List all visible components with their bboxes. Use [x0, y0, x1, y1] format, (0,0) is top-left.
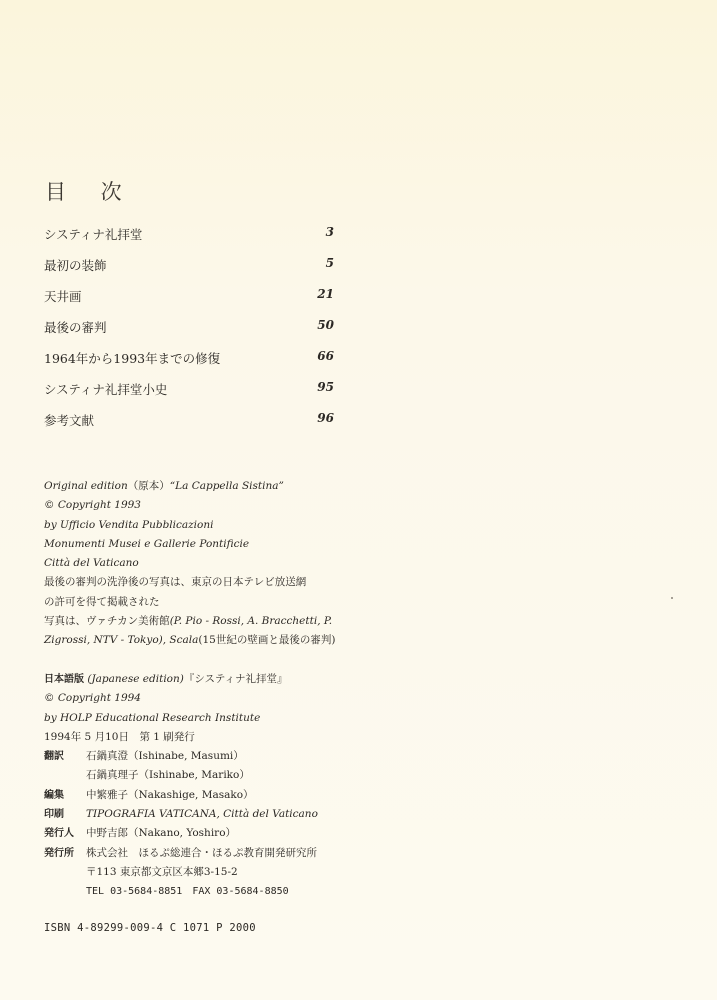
photo-note-2: の許可を得て掲載された — [44, 595, 160, 608]
toc-entry — [44, 407, 334, 438]
original-edition-line — [44, 477, 335, 496]
photo-credit-jp-2: (15世紀の壁画と最後の審判) — [198, 634, 336, 647]
original-publisher-2: Monumenti Musei e Gallerie Pontificie — [44, 537, 250, 550]
japanese-copyright: © Copyright 1994 — [44, 692, 141, 705]
toc-entry-title: システィナ礼拝堂小史 — [44, 382, 168, 397]
japanese-edition-en: (Japanese edition) — [87, 673, 184, 685]
toc-entry-title: システィナ礼拝堂 — [44, 227, 143, 242]
toc-entry-page: 96 — [317, 411, 334, 425]
toc-entry-page: 5 — [325, 256, 334, 270]
original-edition-jp-label: （原本） — [127, 480, 170, 492]
japanese-edition-label: 日本語版 — [44, 674, 84, 685]
toc-entry-page: 95 — [317, 380, 334, 394]
translator-1: 石鍋真澄（Ishinabe, Masumi） — [86, 750, 244, 763]
translation-label: 翻訳 — [44, 751, 64, 763]
toc-list — [44, 221, 334, 438]
toc-entry — [44, 283, 334, 314]
toc-entry-title: 最初の装飾 — [44, 258, 107, 273]
toc-entry-title: 最後の審判 — [44, 320, 107, 335]
company-label: 発行所 — [44, 847, 74, 859]
paper-speck — [671, 597, 673, 599]
toc-heading: 目 次 — [45, 180, 136, 204]
isbn: ISBN 4-89299-009-4 C 1071 P 2000 — [44, 922, 256, 934]
editor-row — [44, 786, 318, 805]
toc-entry-page: 21 — [317, 287, 334, 301]
toc-entry-page: 3 — [325, 225, 334, 239]
company-name: 株式会社 ほるぷ総連合・ほるぷ教育開発研究所 — [86, 846, 317, 859]
toc-entry-page: 50 — [317, 318, 334, 332]
publication-date: 1994年 5 月10日 第 1 刷発行 — [44, 730, 195, 743]
toc-entry-title: 参考文献 — [44, 413, 95, 428]
japanese-publisher-en: by HOLP Educational Research Institute — [44, 711, 261, 724]
printing-row — [44, 805, 318, 824]
translator-2: 石鍋真理子（Ishinabe, Mariko） — [86, 769, 250, 782]
japanese-edition-line — [44, 670, 318, 689]
printer-name: TIPOGRAFIA VATICANA, Città del Vaticano — [86, 808, 318, 821]
original-title: “La Cappella Sistina” — [169, 480, 284, 492]
original-copyright: © Copyright 1993 — [44, 499, 141, 512]
toc-entry — [44, 221, 334, 252]
editor-label: 編集 — [44, 789, 64, 801]
japanese-edition-credits — [44, 670, 318, 902]
toc-entry — [44, 345, 334, 376]
toc-entry — [44, 252, 334, 283]
toc-entry-page: 66 — [317, 349, 334, 363]
publisher-name: 中野吉郎（Nakano, Yoshiro） — [86, 827, 237, 840]
photo-credit-2 — [44, 631, 335, 650]
company-address: 〒113 東京都文京区本郷3-15-2 — [86, 865, 238, 878]
company-row — [44, 844, 318, 863]
publisher-label: 発行人 — [44, 828, 74, 840]
printing-label: 印刷 — [44, 809, 64, 821]
editor-name: 中繁雅子（Nakashige, Masako） — [86, 788, 254, 801]
translation-row — [44, 747, 318, 766]
photo-credit-names: (P. Pio - Rossi, A. Bracchetti, P. — [169, 615, 333, 628]
photo-credit-jp: 写真は、ヴァチカン美術館 — [44, 615, 170, 628]
original-city: Città del Vaticano — [44, 557, 139, 570]
toc-entry-title: 1964年から1993年までの修復 — [44, 351, 221, 366]
toc-entry — [44, 376, 334, 407]
company-phone: TEL 03-5684-8851 FAX 03-5684-8850 — [86, 886, 289, 898]
toc-entry — [44, 314, 334, 345]
original-edition-label: Original edition — [44, 480, 128, 492]
photo-credit-names-2: Zigrossi, NTV - Tokyo), Scala — [44, 634, 199, 647]
publisher-row — [44, 824, 318, 843]
original-publisher: by Ufficio Vendita Pubblicazioni — [44, 518, 214, 531]
toc-entry-title: 天井画 — [44, 289, 82, 304]
japanese-title: 『システィナ礼拝堂』 — [183, 673, 288, 685]
photo-credit-1 — [44, 612, 335, 631]
photo-note-1: 最後の審判の洗浄後の写真は、東京の日本テレビ放送網 — [44, 576, 307, 589]
original-edition-credits — [44, 477, 335, 651]
